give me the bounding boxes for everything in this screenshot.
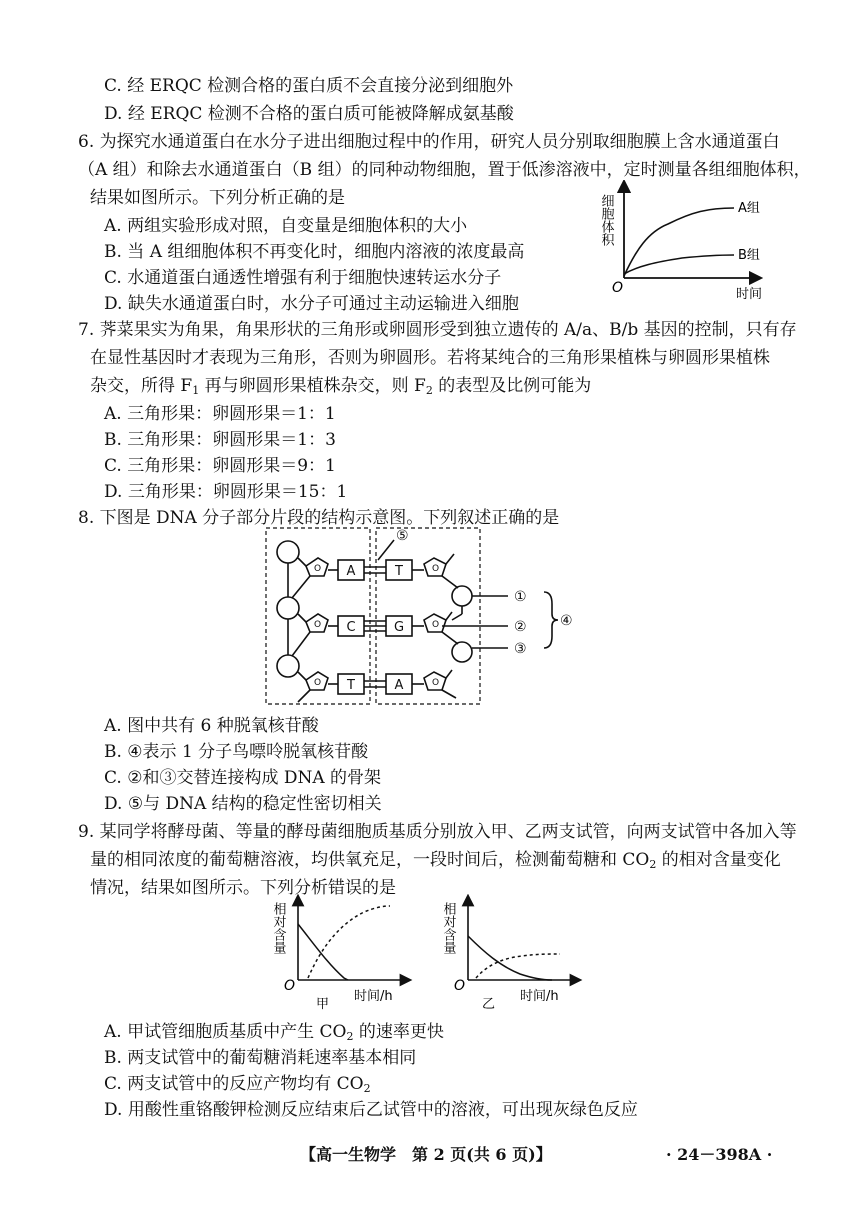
base-left-1-label: A: [346, 564, 356, 579]
q6-stem-line3: 结果如图所示。下列分析正确的是: [90, 188, 345, 208]
q8-stem: 8. 下图是 DNA 分子部分片段的结构示意图。下列叙述正确的是: [78, 508, 560, 528]
phosphate-right-1: [452, 586, 472, 606]
yi-y-label: 相对含量: [440, 902, 456, 954]
jia-x-label: 时间/h: [354, 989, 393, 1004]
q9-stem-line3: 情况，结果如图所示。下列分析错误的是: [90, 878, 396, 898]
q6-y-label: 细胞体积: [598, 194, 614, 246]
q7-stem-line3: 杂交，所得 $F_1$ 再与卵圆形果植株杂交，则 $F_2$ 的表型及比例可能为: [90, 376, 592, 397]
marker-5: ⑤: [396, 528, 409, 544]
yi-origin: O: [454, 978, 466, 994]
jia-y-label: 相对含量: [270, 902, 286, 954]
sugar-o-left-2: O: [314, 620, 322, 630]
marker-4: ④: [560, 613, 573, 629]
phosphate-left-2: [277, 597, 299, 619]
q7-option-b: B. 三角形果：卵圆形果＝1：3: [104, 430, 336, 450]
jia-co2-curve: [308, 906, 390, 978]
q6-label-a: A组: [738, 201, 760, 216]
q8-option-d: D. ⑤与 DNA 结构的稳定性密切相关: [104, 794, 382, 814]
q6-x-label: 时间: [736, 287, 763, 302]
sugar-o-left-1: O: [314, 564, 322, 574]
q6-curve-b: [624, 255, 734, 274]
q6-curve-a: [624, 208, 734, 276]
brace-4: [544, 592, 558, 648]
phosphate-right-2: [452, 642, 472, 662]
q6-option-a: A. 两组实验形成对照，自变量是细胞体积的大小: [104, 216, 468, 236]
sugar-o-right-3: O: [432, 678, 440, 688]
leader-5: [378, 540, 394, 560]
q9-stem-line2: 量的相同浓度的葡萄糖溶液，均供氧充足，一段时间后，检测葡萄糖和 $CO_2$ 的相对含量变化: [90, 850, 781, 871]
q5-option-c: C. 经 ERQC 检测合格的蛋白质不会直接分泌到细胞外: [104, 76, 514, 96]
q7-option-c: C. 三角形果：卵圆形果＝9：1: [104, 456, 336, 476]
q7-stem-line1: 7. 荠菜果实为角果，角果形状的三角形或卵圆形受到独立遗传的 A/a、B/b 基因的控制，只有存: [78, 320, 797, 340]
q5-option-d: D. 经 ERQC 检测不合格的蛋白质可能被降解成氨基酸: [104, 104, 514, 124]
q8-option-c: C. ②和③交替连接构成 DNA 的骨架: [104, 768, 382, 788]
page-footer-code: · 24－398A ·: [666, 1145, 773, 1164]
q6-label-b: B组: [738, 248, 760, 263]
q9-chart-jia: [270, 894, 420, 1014]
q8-option-a: A. 图中共有 6 种脱氧核苷酸: [104, 716, 319, 736]
q6-origin: O: [612, 280, 624, 296]
sugar-o-left-3: O: [314, 678, 322, 688]
q8-dna-diagram: [262, 524, 582, 710]
q6-option-c: C. 水通道蛋白通透性增强有利于细胞快速转运水分子: [104, 268, 502, 288]
page-footer-title: 【高一生物学 第 2 页(共 6 页)】: [300, 1145, 552, 1164]
yi-co2-curve: [476, 954, 560, 978]
q9-option-c: C. 两支试管中的反应产物均有 $CO_2$: [104, 1074, 371, 1095]
jia-label: 甲: [316, 997, 330, 1012]
jia-glucose-curve: [298, 924, 348, 980]
base-right-1-label: T: [395, 564, 403, 579]
marker-2: ②: [514, 619, 527, 635]
q9-option-d: D. 用酸性重铬酸钾检测反应结束后乙试管中的溶液，可出现灰绿色反应: [104, 1100, 638, 1120]
phosphate-left-1: [277, 541, 299, 563]
marker-3: ③: [514, 641, 527, 657]
q7-option-d: D. 三角形果：卵圆形果＝15：1: [104, 482, 348, 502]
q6-cell-volume-chart: [596, 180, 776, 305]
jia-origin: O: [284, 978, 296, 994]
base-left-3-label: T: [347, 678, 355, 693]
q6-stem-line1: 6. 为探究水通道蛋白在水分子进出细胞过程中的作用，研究人员分别取细胞膜上含水通道蛋白: [78, 132, 780, 152]
q7-option-a: A. 三角形果：卵圆形果＝1：1: [104, 404, 336, 424]
q8-option-b: B. ④表示 1 分子鸟嘌呤脱氧核苷酸: [104, 742, 369, 762]
q6-option-d: D. 缺失水通道蛋白时，水分子可通过主动运输进入细胞: [104, 294, 519, 314]
q9-option-b: B. 两支试管中的葡萄糖消耗速率基本相同: [104, 1048, 417, 1068]
q6-option-b: B. 当 A 组细胞体积不再变化时，细胞内溶液的浓度最高: [104, 242, 525, 262]
q6-stem-line2: （A 组）和除去水通道蛋白（B 组）的同种动物细胞，置于低渗溶液中，定时测量各组细胞体积，: [78, 160, 811, 180]
base-right-2-label: G: [393, 620, 405, 635]
yi-label: 乙: [482, 997, 496, 1012]
q9-option-a: A. 甲试管细胞质基质中产生 $CO_2$ 的速率更快: [104, 1022, 444, 1043]
sugar-o-right-1: O: [432, 564, 440, 574]
sugar-o-right-2: O: [432, 620, 440, 630]
q7-stem-line2: 在显性基因时才表现为三角形，否则为卵圆形。若将某纯合的三角形果植株与卵圆形果植株: [90, 348, 770, 368]
base-left-2-label: C: [346, 620, 356, 635]
q9-chart-yi: [440, 894, 590, 1014]
base-right-3-label: A: [394, 678, 404, 693]
yi-x-label: 时间/h: [520, 989, 559, 1004]
q9-stem-line1: 9. 某同学将酵母菌、等量的酵母菌细胞质基质分别放入甲、乙两支试管，向两支试管中各加入等: [78, 822, 797, 842]
phosphate-left-3: [277, 655, 299, 677]
marker-1: ①: [514, 589, 527, 605]
